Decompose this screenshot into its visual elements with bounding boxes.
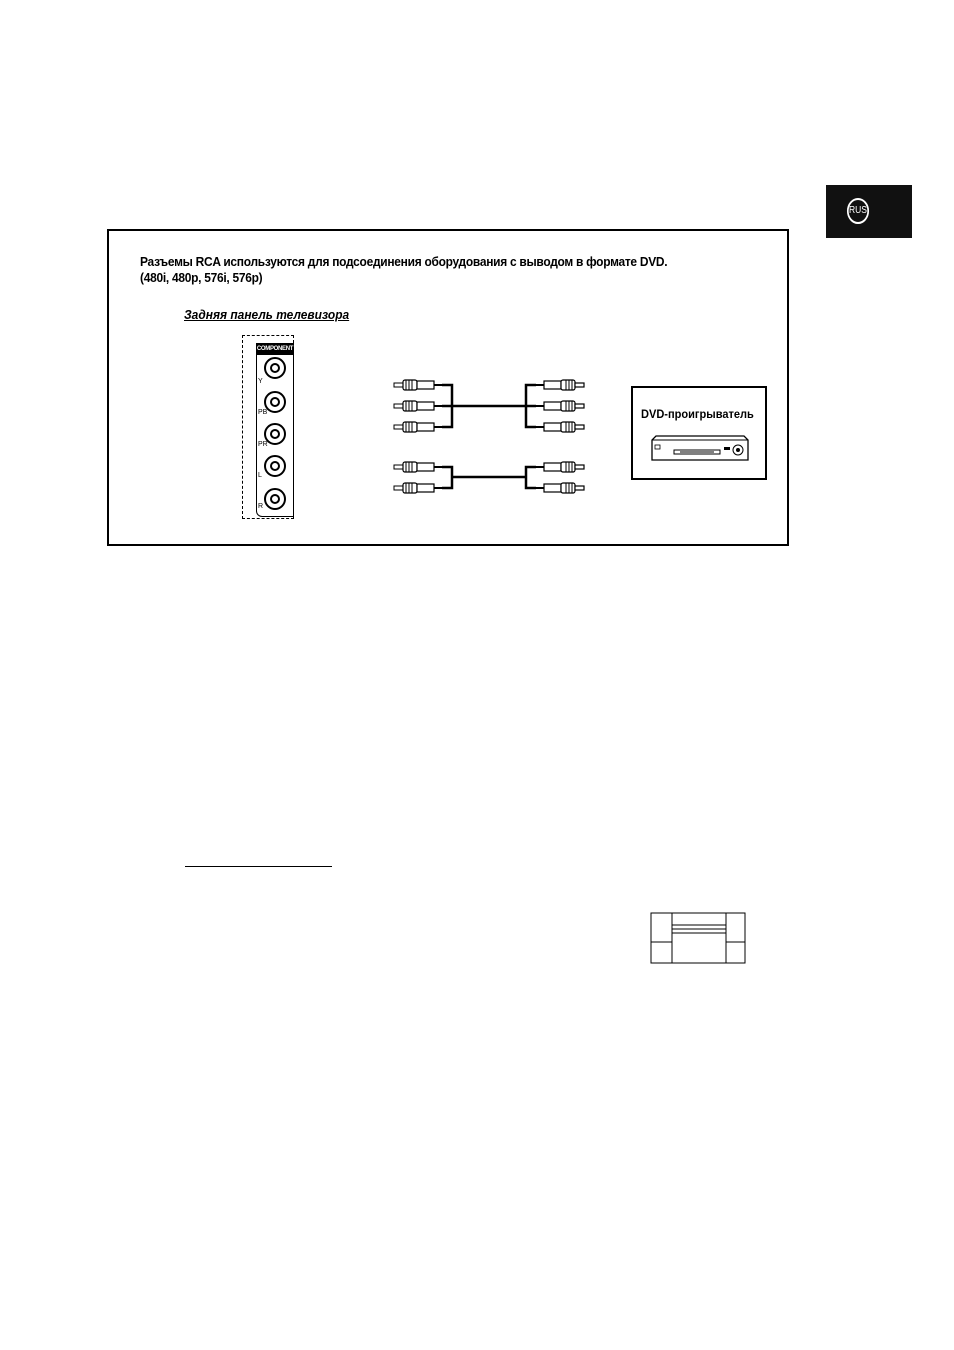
jack-r xyxy=(264,488,286,510)
rca-cables-illustration xyxy=(390,375,590,500)
jack-label-l: L xyxy=(258,472,262,479)
footnote-rule xyxy=(185,866,332,867)
jack-label-pr: PR xyxy=(258,441,268,448)
intro-line-1: Разъемы RCA используются для подсоединения оборудования с выводом в формате DVD. xyxy=(140,254,668,269)
small-device-diagram xyxy=(650,912,747,965)
language-tab xyxy=(826,185,912,238)
jack-l xyxy=(264,455,286,477)
jack-label-pb: PB xyxy=(258,409,268,416)
jack-label-r: R xyxy=(258,503,264,510)
component-label: COMPONENT xyxy=(256,343,294,355)
tv-panel-title: Задняя панель телевизора xyxy=(184,307,350,322)
intro-line-2: (480i, 480p, 576i, 576p) xyxy=(140,270,263,285)
jack-label-y: Y xyxy=(258,378,263,385)
dvd-player-label: DVD-проигрыватель xyxy=(641,407,754,421)
intro-text xyxy=(140,254,667,286)
dvd-player-icon xyxy=(650,433,750,463)
jack-y xyxy=(264,357,286,379)
language-badge: RUS xyxy=(847,198,869,224)
